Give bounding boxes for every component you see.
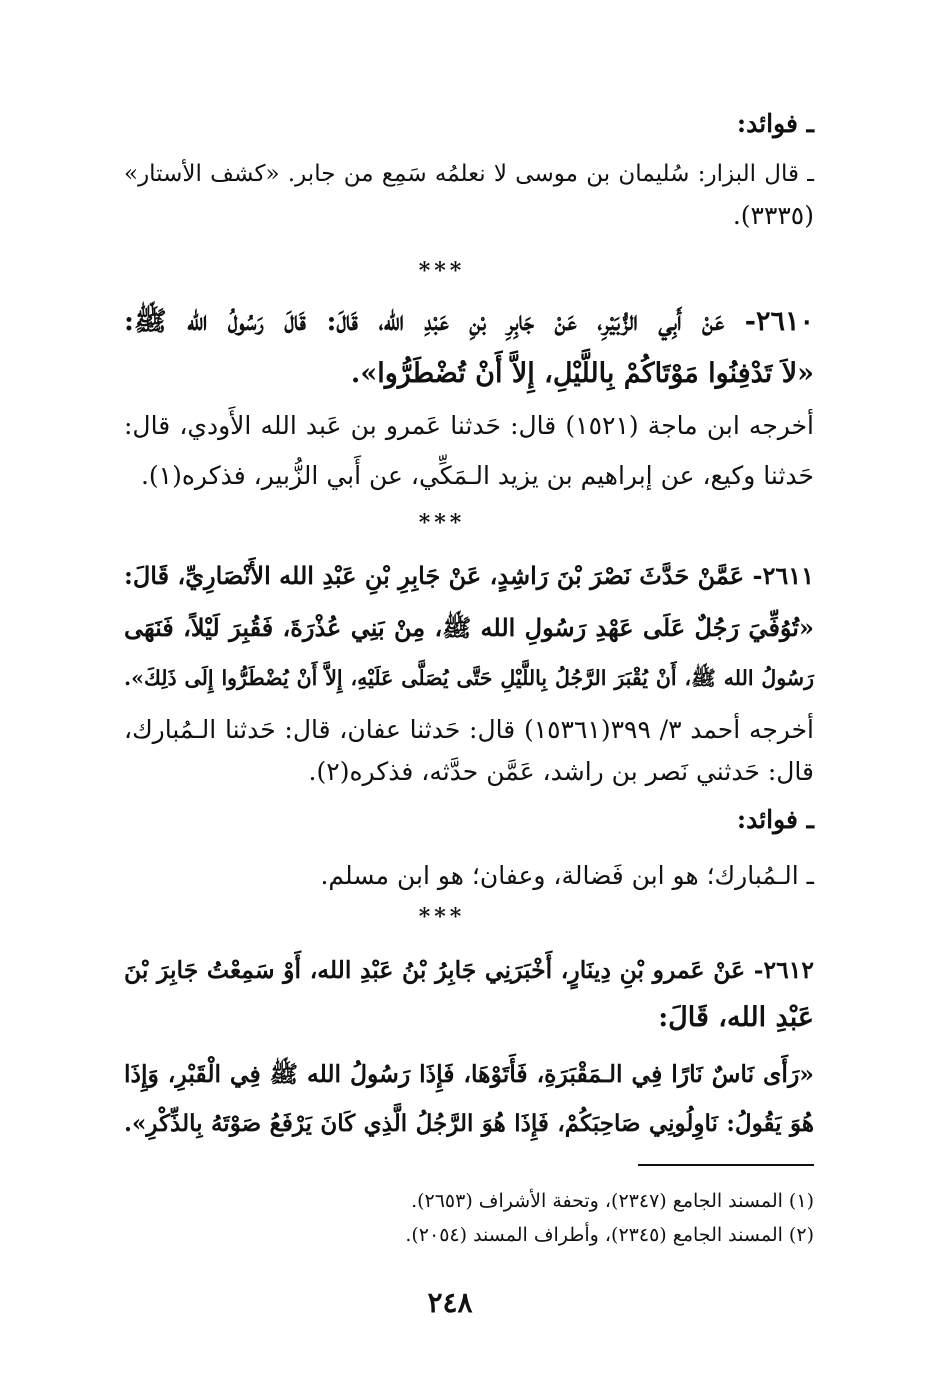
page-number: ٢٤٨ (427, 1286, 473, 1319)
benefits-heading: ـ فوائد: (736, 805, 814, 834)
section-separator: *** (418, 258, 466, 284)
hadith-2610-line: «لاَ تَدْفِنُوا مَوْتَاكُمْ بِاللَّيْلِ، إِلاَّ أَنْ تُضْطَرُّوا». (350, 358, 814, 389)
benefits-heading: ـ فوائد: (736, 109, 814, 138)
hadith-2612-line: ٢٦١٢- عَنْ عَمرو بْنِ دِينَارٍ، أَخْبَرَنِي جَابِرُ بْنُ عَبْدِ الله، أَوْ سَمِعْتُ جَابِرَ بْنَ (124, 956, 814, 984)
benefit-line: (٣٣٣٥). (732, 201, 814, 230)
hadith-2610-line: ٢٦١٠- عَنْ أَبِي الزُّبَيْرِ، عَنْ جَابِرِ بْنِ عَبْدِ الله، قَالَ: قَالَ رَسُولُ الله ﷺ: (124, 306, 814, 337)
hadith-2611-line: «تُوُفِّيَ رَجُلٌ عَلَى عَهْدِ رَسُولِ الله ﷺ، مِنْ بَنِي عُذْرَةَ، فَقُبِرَ لَيْلاً، فَنَهَى (124, 613, 814, 642)
footnote-divider (638, 1164, 814, 1166)
hadith-2612-line: عَبْدِ الله، قَالَ: (658, 1002, 814, 1033)
hadith-2611-line: ٢٦١١- عَمَّنْ حَدَّثَ نَصْرَ بْنَ رَاشِدٍ، عَنْ جَابِرِ بْنِ عَبْدِ الله الأَنْصَارِيِّ، قَالَ: (124, 561, 814, 590)
takhrij-line: أخرجه ابن ماجة (١٥٢١) قال: حَدثنا عَمرو بن عَبد الله الأَودي، قال: (124, 411, 814, 440)
footnote: (٢) المسند الجامع (٢٣٤٥)، وأطراف المسند (٢٠٥٤). (405, 1224, 814, 1246)
takhrij-line: حَدثنا وكيع، عن إبراهيم بن يزيد الـمَكِّي، عن أَبي الزُّبير، فذكره(١). (140, 461, 814, 490)
takhrij-line: قال: حَدثني نَصر بن راشد، عَمَّن حدَّثه، فذكره(٢). (308, 757, 814, 786)
hadith-2612-line: «رَأَى نَاسٌ نَارًا فِي الـمَقْبَرَةِ، فَأَتَوْهَا، فَإِذَا رَسُولُ الله ﷺ فِي الْقَبْرِ، وَإِذَا (124, 1060, 814, 1088)
benefit-line: ـ الـمُبارك؛ هو ابن فَضالة، وعفان؛ هو ابن مسلم. (320, 861, 814, 890)
benefit-line: ـ قال البزار: سُليمان بن موسى لا نعلمُه سَمِع من جابر. «كشف الأستار» (124, 161, 814, 187)
section-separator: *** (418, 904, 466, 930)
section-separator: *** (418, 510, 466, 536)
hadith-2612-line: هُوَ يَقُولُ: نَاوِلُونِي صَاحِبَكُمْ، فَإِذَا هُوَ الرَّجُلُ الَّذِي كَانَ يَرْفَعُ صَوْتَهُ بِالذِّكْرِ». (124, 1110, 814, 1137)
footnote: (١) المسند الجامع (٢٣٤٧)، وتحفة الأشراف (٢٦٥٣). (411, 1190, 814, 1212)
takhrij-line: أخرجه أحمد ٣/ ٣٩٩(١٥٣٦١) قال: حَدثنا عفان، قال: حَدثنا الـمُبارك، (124, 715, 814, 744)
hadith-2611-line: رَسُولُ الله ﷺ، أَنْ يُقْبَرَ الرَّجُلُ بِاللَّيْلِ حَتَّى يُصَلَّى عَلَيْهِ، إِلاَّ أَنْ يُضْطَرُّوا إِلَى ذَلِكَ». (124, 666, 814, 690)
